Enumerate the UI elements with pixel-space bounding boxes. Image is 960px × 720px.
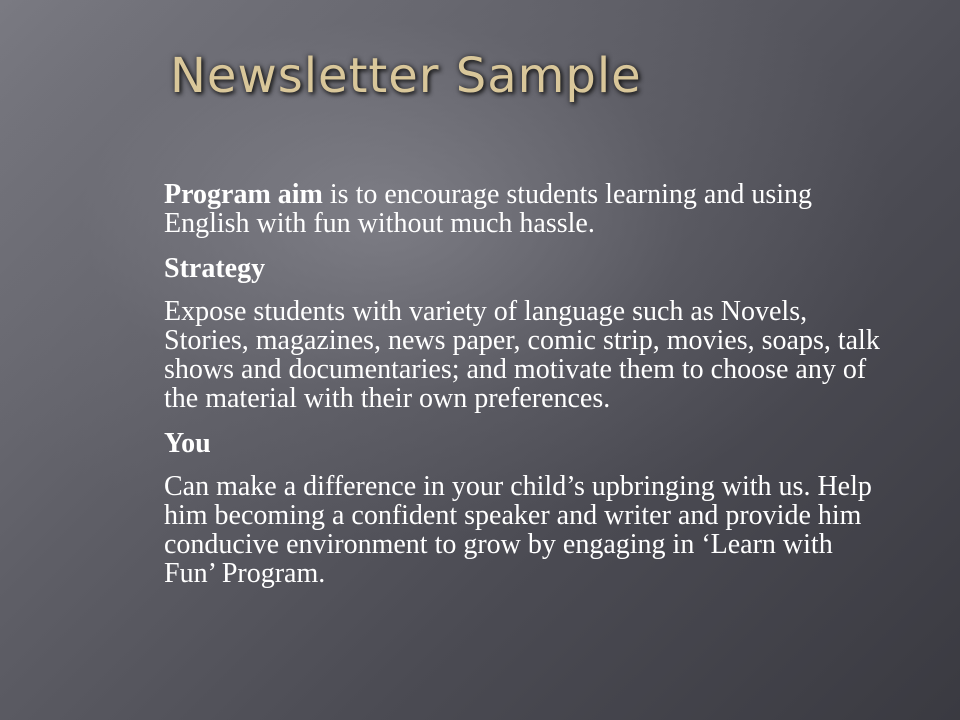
program-aim-text: is to encourage students learning and using English with fun without much hassle. <box>164 179 813 239</box>
program-aim-label: Program aim <box>164 179 323 210</box>
you-text: Can make a difference in your child’s upbringing with us. Help him becoming a confident speaker and writer and provide him conducive environment to grow by engaging in ‘Learn with Fun’ Program. <box>164 471 872 589</box>
slide-title: Newsletter Sample <box>170 48 642 104</box>
strategy-text: Expose students with variety of language such as Novels, Stories, magazines, news paper, comic strip, movies, soaps, talk shows and documentaries; and motivate them to choose any of the material with their own preferences. <box>164 296 880 414</box>
strategy-heading: Strategy <box>164 253 266 284</box>
you-heading: You <box>164 428 211 459</box>
slide-body <box>164 180 884 604</box>
program-aim-paragraph <box>164 180 884 238</box>
